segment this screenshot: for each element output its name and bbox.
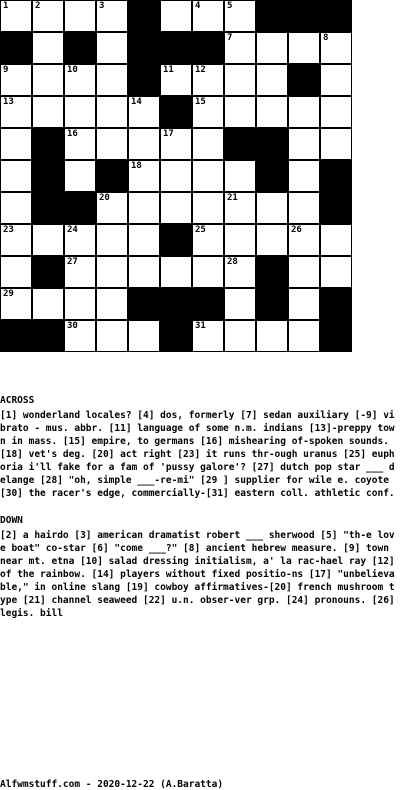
block-cell <box>128 288 160 320</box>
clues-panel <box>0 394 400 620</box>
clue-number: 17 <box>163 129 174 139</box>
grid-cell[interactable] <box>64 288 96 320</box>
clue-number: 24 <box>67 225 78 235</box>
grid-cell[interactable] <box>96 256 128 288</box>
block-cell <box>160 288 192 320</box>
clue-number: 14 <box>131 97 142 107</box>
block-cell <box>160 320 192 352</box>
clue-number: 9 <box>3 65 9 75</box>
grid-cell[interactable] <box>288 192 320 224</box>
block-cell <box>160 224 192 256</box>
grid-cell[interactable] <box>224 288 256 320</box>
grid-cell[interactable] <box>32 288 64 320</box>
grid-cell[interactable] <box>288 96 320 128</box>
grid-cell[interactable] <box>128 320 160 352</box>
block-cell <box>256 0 288 32</box>
across-heading: ACROSS <box>0 395 35 406</box>
across-clues-text: [1] wonderland locales? [4] dos, formerly [7] sedan auxiliary [-9] vibrato - mus. abbr. [11] language of some n.m. indians [13]-preppy town in mass. [15] empire, to germans [16] mishearing of-spoken sounds. [18] vet's deg. [20] act right [23] it runs thr-ough uranus [25] euphoria i'll fake for a fam of 'pussy galore'? [27] dutch pop star ___ delange [28] "oh, simple ___-re-mi" [29 ] supplier for wile e. coyote [30] the racer's edge, commercially-[31] eastern coll. athletic conf. <box>0 410 395 499</box>
clue-number: 10 <box>67 65 78 75</box>
clue-number: 26 <box>291 225 302 235</box>
grid-cell[interactable] <box>128 160 160 192</box>
block-cell <box>256 128 288 160</box>
clue-number: 21 <box>227 193 238 203</box>
grid-cell[interactable] <box>288 256 320 288</box>
across-clues-section <box>0 394 400 500</box>
grid-cell[interactable] <box>96 0 128 32</box>
grid-cell[interactable] <box>96 64 128 96</box>
grid-cell[interactable] <box>288 320 320 352</box>
grid-cell[interactable] <box>192 192 224 224</box>
clue-number: 31 <box>195 321 206 331</box>
grid-cell[interactable] <box>128 192 160 224</box>
grid-cell[interactable] <box>32 96 64 128</box>
block-cell <box>0 32 32 64</box>
grid-cell[interactable] <box>64 224 96 256</box>
clue-number: 23 <box>3 225 14 235</box>
block-cell <box>320 192 352 224</box>
block-cell <box>32 128 64 160</box>
block-cell <box>0 320 32 352</box>
block-cell <box>128 64 160 96</box>
block-cell <box>128 0 160 32</box>
grid-cell[interactable] <box>96 320 128 352</box>
clue-number: 2 <box>35 1 41 11</box>
grid-cell[interactable] <box>224 224 256 256</box>
grid-cell[interactable] <box>0 192 32 224</box>
grid-cell[interactable] <box>224 160 256 192</box>
grid-cell[interactable] <box>128 256 160 288</box>
grid-cell[interactable] <box>224 0 256 32</box>
grid-cell[interactable] <box>192 128 224 160</box>
block-cell <box>256 256 288 288</box>
clue-number: 5 <box>227 1 233 11</box>
grid-cell[interactable] <box>320 32 352 64</box>
block-cell <box>128 32 160 64</box>
clue-number: 28 <box>227 257 238 267</box>
clue-number: 25 <box>195 225 206 235</box>
grid-cell[interactable] <box>0 128 32 160</box>
grid-cell[interactable] <box>320 96 352 128</box>
clue-number: 12 <box>195 65 206 75</box>
crossword-grid <box>0 0 352 352</box>
grid-cell[interactable] <box>192 224 224 256</box>
grid-cell[interactable] <box>96 96 128 128</box>
grid-cell[interactable] <box>256 96 288 128</box>
block-cell <box>320 0 352 32</box>
grid-cell[interactable] <box>96 192 128 224</box>
grid-cell[interactable] <box>0 64 32 96</box>
grid-cell[interactable] <box>288 32 320 64</box>
block-cell <box>288 0 320 32</box>
block-cell <box>160 32 192 64</box>
grid-cell[interactable] <box>224 64 256 96</box>
clue-number: 1 <box>3 1 9 11</box>
clue-number: 8 <box>323 33 329 43</box>
grid-cell[interactable] <box>160 160 192 192</box>
grid-cell[interactable] <box>64 0 96 32</box>
grid-cell[interactable] <box>160 128 192 160</box>
grid-cell[interactable] <box>320 64 352 96</box>
block-cell <box>160 96 192 128</box>
grid-cell[interactable] <box>288 128 320 160</box>
grid-cell[interactable] <box>256 64 288 96</box>
grid-cell[interactable] <box>32 32 64 64</box>
grid-cell[interactable] <box>192 0 224 32</box>
grid-cell[interactable] <box>288 160 320 192</box>
grid-cell[interactable] <box>224 32 256 64</box>
grid-cell[interactable] <box>192 64 224 96</box>
clue-number: 18 <box>131 161 142 171</box>
clue-number: 27 <box>67 257 78 267</box>
block-cell <box>32 192 64 224</box>
grid-cell[interactable] <box>224 96 256 128</box>
block-cell <box>288 64 320 96</box>
block-cell <box>32 256 64 288</box>
grid-cell[interactable] <box>320 128 352 160</box>
grid-cell[interactable] <box>256 224 288 256</box>
grid-cell[interactable] <box>288 288 320 320</box>
block-cell <box>256 160 288 192</box>
clue-number: 30 <box>67 321 78 331</box>
block-cell <box>64 32 96 64</box>
grid-cell[interactable] <box>192 160 224 192</box>
grid-cell[interactable] <box>224 320 256 352</box>
block-cell <box>192 288 224 320</box>
grid-cell[interactable] <box>256 320 288 352</box>
block-cell <box>320 320 352 352</box>
grid-cell[interactable] <box>288 224 320 256</box>
block-cell <box>320 160 352 192</box>
grid-cell[interactable] <box>64 160 96 192</box>
clue-number: 29 <box>3 289 14 299</box>
grid-cell[interactable] <box>224 256 256 288</box>
block-cell <box>32 320 64 352</box>
grid-cell[interactable] <box>64 96 96 128</box>
grid-cell[interactable] <box>160 256 192 288</box>
grid-cell[interactable] <box>160 192 192 224</box>
block-cell <box>64 192 96 224</box>
grid-cell[interactable] <box>256 192 288 224</box>
grid-cell[interactable] <box>256 32 288 64</box>
block-cell <box>192 32 224 64</box>
clue-number: 20 <box>99 193 110 203</box>
grid-cell[interactable] <box>128 224 160 256</box>
block-cell <box>320 288 352 320</box>
grid-cell[interactable] <box>320 256 352 288</box>
grid-cell[interactable] <box>64 64 96 96</box>
grid-cell[interactable] <box>160 64 192 96</box>
grid-cell[interactable] <box>32 224 64 256</box>
footer-credit: Alfwmstuff.com - 2020-12-22 (A.Baratta) <box>0 779 224 790</box>
block-cell <box>32 160 64 192</box>
grid-cell[interactable] <box>0 96 32 128</box>
block-cell <box>224 128 256 160</box>
clue-number: 7 <box>227 33 233 43</box>
grid-cell[interactable] <box>224 192 256 224</box>
clue-number: 13 <box>3 97 14 107</box>
grid-cell[interactable] <box>160 0 192 32</box>
clue-number: 16 <box>67 129 78 139</box>
grid-cell[interactable] <box>96 128 128 160</box>
grid-cell[interactable] <box>192 320 224 352</box>
grid-cell[interactable] <box>192 256 224 288</box>
grid-cell[interactable] <box>320 224 352 256</box>
grid-cell[interactable] <box>64 320 96 352</box>
grid-cell[interactable] <box>96 32 128 64</box>
clue-number: 3 <box>99 1 105 11</box>
grid-cell[interactable] <box>192 96 224 128</box>
grid-cell[interactable] <box>0 0 32 32</box>
grid-cell[interactable] <box>96 224 128 256</box>
down-heading: DOWN <box>0 515 23 526</box>
block-cell <box>256 288 288 320</box>
grid-cell[interactable] <box>32 64 64 96</box>
grid-cell[interactable] <box>0 160 32 192</box>
grid-cell[interactable] <box>32 0 64 32</box>
clue-number: 15 <box>195 97 206 107</box>
down-clues-text: [2] a hairdo [3] american dramatist robert ___ sherwood [5] "th-e love boat" co-star [6] "come ___?" [8] ancient hebrew measure. [9] town near mt. etna [10] salad dressing initialism, a' la rac-hael ray [12] of the rainbow. [14] players without fixed positio-ns [17] "unbelievable," in online slang [19] cowboy affirmatives-[20] french mushroom type [21] channel seaweed [22] u.n. obser-ver grp. [24] pronouns. [26] legis. bill <box>0 530 395 619</box>
grid-cell[interactable] <box>128 128 160 160</box>
grid-cell[interactable] <box>96 288 128 320</box>
grid-cell[interactable] <box>0 224 32 256</box>
clue-number: 11 <box>163 65 174 75</box>
clue-number: 4 <box>195 1 201 11</box>
grid-cell[interactable] <box>0 256 32 288</box>
grid-cell[interactable] <box>64 256 96 288</box>
grid-cell[interactable] <box>64 128 96 160</box>
grid-cell[interactable] <box>0 288 32 320</box>
grid-cell[interactable] <box>128 96 160 128</box>
down-clues-section <box>0 514 400 620</box>
block-cell <box>96 160 128 192</box>
